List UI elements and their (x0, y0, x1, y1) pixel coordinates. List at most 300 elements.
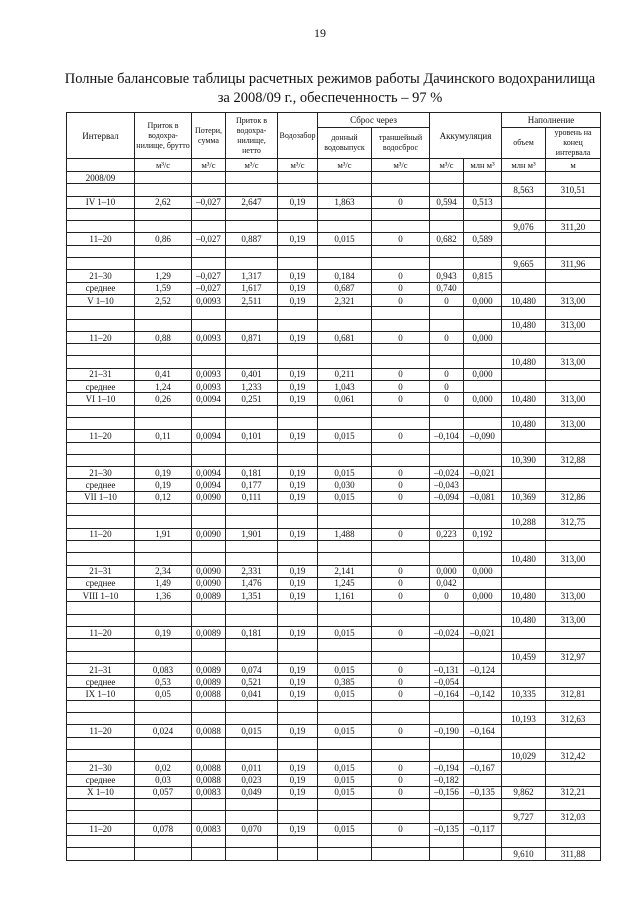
value-cell: 313,00 (546, 294, 601, 306)
value-cell (278, 602, 318, 614)
value-cell (430, 221, 464, 233)
value-cell: –0,054 (430, 676, 464, 688)
value-cell (464, 184, 502, 196)
value-cell: 0 (372, 823, 430, 835)
value-cell: 0,19 (278, 590, 318, 602)
value-cell: 0,184 (318, 270, 372, 282)
value-cell: 0 (372, 270, 430, 282)
value-cell: –0,021 (464, 467, 502, 479)
value-cell (546, 208, 601, 220)
value-cell (464, 221, 502, 233)
value-cell (318, 504, 372, 516)
value-cell (192, 442, 226, 454)
value-cell: –0,164 (464, 725, 502, 737)
value-cell: 0,057 (135, 786, 192, 798)
interval-cell: IX 1–10 (67, 688, 135, 700)
value-cell (135, 836, 192, 848)
interval-cell: VIII 1–10 (67, 590, 135, 602)
value-cell (546, 479, 601, 491)
value-cell (226, 245, 278, 257)
value-cell: 313,00 (546, 590, 601, 602)
value-cell: 0,015 (318, 725, 372, 737)
table-row (67, 676, 601, 688)
interval-cell: 11–20 (67, 331, 135, 343)
table-row (67, 258, 601, 270)
value-cell: 0,0088 (192, 774, 226, 786)
value-cell (278, 307, 318, 319)
value-cell: 1,49 (135, 577, 192, 589)
interval-cell: 11–20 (67, 528, 135, 540)
value-cell: 1,476 (226, 577, 278, 589)
header-level-end: уровень на конец интервала (546, 128, 601, 159)
value-cell: 0 (372, 368, 430, 380)
value-cell: 312,42 (546, 749, 601, 761)
value-cell: 0 (372, 196, 430, 208)
value-cell: 0,015 (318, 688, 372, 700)
value-cell: 0 (372, 491, 430, 503)
value-cell (226, 811, 278, 823)
value-cell (464, 307, 502, 319)
value-cell (278, 245, 318, 257)
value-cell (192, 504, 226, 516)
value-cell (135, 639, 192, 651)
value-cell: 0,023 (226, 774, 278, 786)
value-cell: 0,049 (226, 786, 278, 798)
value-cell: 0,011 (226, 762, 278, 774)
value-cell: 0,0089 (192, 626, 226, 638)
value-cell: 0 (372, 577, 430, 589)
value-cell (430, 245, 464, 257)
table-row (67, 590, 601, 602)
value-cell (226, 442, 278, 454)
header-volume: объем (502, 128, 546, 159)
table-row (67, 282, 601, 294)
value-cell (502, 196, 546, 208)
value-cell (192, 258, 226, 270)
value-cell (278, 405, 318, 417)
value-cell: –0,043 (430, 479, 464, 491)
value-cell: 0,015 (318, 233, 372, 245)
value-cell: 1,24 (135, 381, 192, 393)
value-cell: 0,19 (278, 479, 318, 491)
value-cell: 0,015 (318, 786, 372, 798)
value-cell (372, 221, 430, 233)
value-cell (318, 713, 372, 725)
value-cell (318, 602, 372, 614)
value-cell (430, 504, 464, 516)
value-cell (278, 417, 318, 429)
table-row (67, 725, 601, 737)
value-cell (192, 553, 226, 565)
table-row (67, 614, 601, 626)
value-cell (318, 553, 372, 565)
value-cell (502, 602, 546, 614)
value-cell (192, 405, 226, 417)
value-cell (464, 602, 502, 614)
value-cell: 0,19 (278, 331, 318, 343)
value-cell: 0,19 (278, 688, 318, 700)
table-row (67, 799, 601, 811)
value-cell: 0,101 (226, 430, 278, 442)
value-cell (464, 651, 502, 663)
value-cell: 0,19 (278, 393, 318, 405)
interval-cell: 21–30 (67, 762, 135, 774)
value-cell: –0,104 (430, 430, 464, 442)
value-cell (135, 356, 192, 368)
value-cell: 312,86 (546, 491, 601, 503)
interval-cell (67, 405, 135, 417)
value-cell (546, 700, 601, 712)
value-cell: 0 (372, 467, 430, 479)
table-row (67, 491, 601, 503)
value-cell: –0,124 (464, 663, 502, 675)
interval-cell: 21–30 (67, 467, 135, 479)
value-cell (372, 307, 430, 319)
value-cell (372, 799, 430, 811)
value-cell: 0,0088 (192, 725, 226, 737)
value-cell: 0,682 (430, 233, 464, 245)
value-cell: –0,135 (464, 786, 502, 798)
value-cell (546, 233, 601, 245)
value-cell: 312,97 (546, 651, 601, 663)
value-cell: 0,871 (226, 331, 278, 343)
table-row (67, 700, 601, 712)
value-cell (192, 307, 226, 319)
value-cell: –0,090 (464, 430, 502, 442)
table-row (67, 516, 601, 528)
value-cell: 0 (372, 381, 430, 393)
value-cell: 0,042 (430, 577, 464, 589)
value-cell: –0,027 (192, 282, 226, 294)
value-cell: –0,024 (430, 626, 464, 638)
value-cell (372, 356, 430, 368)
table-row (67, 233, 601, 245)
value-cell: 0 (430, 381, 464, 393)
value-cell: 0,015 (318, 774, 372, 786)
value-cell: 0,513 (464, 196, 502, 208)
value-cell (135, 651, 192, 663)
value-cell (464, 454, 502, 466)
header-spillway: траншейный водосброс (372, 128, 430, 159)
value-cell (278, 811, 318, 823)
table-row (67, 356, 601, 368)
value-cell (135, 344, 192, 356)
value-cell: 0,53 (135, 676, 192, 688)
interval-cell: IV 1–10 (67, 196, 135, 208)
value-cell: 313,00 (546, 553, 601, 565)
value-cell (430, 516, 464, 528)
value-cell (278, 540, 318, 552)
interval-cell: 11–20 (67, 430, 135, 442)
value-cell (318, 749, 372, 761)
value-cell (546, 307, 601, 319)
interval-cell (67, 737, 135, 749)
value-cell (546, 762, 601, 774)
value-cell (430, 713, 464, 725)
value-cell: 0,111 (226, 491, 278, 503)
value-cell: 10,029 (502, 749, 546, 761)
interval-cell: среднее (67, 381, 135, 393)
value-cell: 10,480 (502, 614, 546, 626)
value-cell (502, 270, 546, 282)
value-cell (192, 700, 226, 712)
interval-cell: среднее (67, 774, 135, 786)
value-cell (372, 602, 430, 614)
table-row (67, 319, 601, 331)
value-cell: 0,687 (318, 282, 372, 294)
value-cell (502, 368, 546, 380)
value-cell (546, 368, 601, 380)
value-cell (464, 737, 502, 749)
value-cell (372, 417, 430, 429)
value-cell (502, 836, 546, 848)
value-cell (502, 479, 546, 491)
value-cell (192, 208, 226, 220)
value-cell (502, 405, 546, 417)
value-cell (226, 516, 278, 528)
value-cell (430, 651, 464, 663)
value-cell: 0,19 (278, 663, 318, 675)
value-cell: 0,074 (226, 663, 278, 675)
value-cell: 0,19 (278, 725, 318, 737)
value-cell (464, 774, 502, 786)
value-cell (430, 553, 464, 565)
value-cell (278, 356, 318, 368)
value-cell (318, 540, 372, 552)
value-cell (318, 184, 372, 196)
value-cell (135, 417, 192, 429)
value-cell (464, 713, 502, 725)
value-cell (226, 639, 278, 651)
value-cell (192, 737, 226, 749)
value-cell: 0,887 (226, 233, 278, 245)
value-cell (226, 713, 278, 725)
value-cell: 2,321 (318, 294, 372, 306)
value-cell: 0,19 (278, 381, 318, 393)
value-cell (135, 700, 192, 712)
value-cell (546, 725, 601, 737)
value-cell (192, 417, 226, 429)
value-cell (464, 848, 502, 860)
value-cell (372, 700, 430, 712)
interval-cell (67, 504, 135, 516)
value-cell (135, 245, 192, 257)
value-cell (372, 651, 430, 663)
value-cell (192, 319, 226, 331)
value-cell (430, 749, 464, 761)
value-cell (135, 602, 192, 614)
value-cell: 1,317 (226, 270, 278, 282)
value-cell (430, 700, 464, 712)
interval-cell (67, 700, 135, 712)
value-cell (318, 848, 372, 860)
value-cell (318, 221, 372, 233)
value-cell: 0,19 (135, 626, 192, 638)
value-cell: 312,75 (546, 516, 601, 528)
interval-cell (67, 245, 135, 257)
table-row (67, 737, 601, 749)
value-cell (192, 614, 226, 626)
value-cell (502, 725, 546, 737)
value-cell: 0,0090 (192, 565, 226, 577)
value-cell: 9,610 (502, 848, 546, 860)
table-row (67, 749, 601, 761)
value-cell (318, 208, 372, 220)
value-cell (192, 602, 226, 614)
value-cell (502, 307, 546, 319)
header-inflow-gross: Приток в водохра-нилище, брутто (135, 113, 192, 159)
table-row (67, 184, 601, 196)
value-cell: 2,34 (135, 565, 192, 577)
value-cell: 0,19 (278, 467, 318, 479)
value-cell (430, 405, 464, 417)
value-cell: –0,027 (192, 196, 226, 208)
value-cell: 0,015 (318, 762, 372, 774)
value-cell (372, 639, 430, 651)
value-cell (464, 442, 502, 454)
value-cell (502, 676, 546, 688)
interval-cell (67, 713, 135, 725)
table-row (67, 626, 601, 638)
value-cell: 0,19 (278, 774, 318, 786)
value-cell (430, 344, 464, 356)
value-cell: 0,177 (226, 479, 278, 491)
value-cell (226, 208, 278, 220)
value-cell (430, 614, 464, 626)
value-cell (278, 208, 318, 220)
year-label: 2008/09 (67, 172, 135, 184)
value-cell: 0 (372, 233, 430, 245)
value-cell: 0 (372, 762, 430, 774)
value-cell: –0,131 (430, 663, 464, 675)
value-cell (372, 344, 430, 356)
unit-cell: м³/с (226, 159, 278, 172)
table-row (67, 651, 601, 663)
value-cell (135, 848, 192, 860)
interval-cell (67, 811, 135, 823)
value-cell (278, 344, 318, 356)
value-cell (318, 639, 372, 651)
value-cell (464, 319, 502, 331)
value-cell (546, 836, 601, 848)
value-cell (502, 565, 546, 577)
value-cell: 0,740 (430, 282, 464, 294)
value-cell: 2,647 (226, 196, 278, 208)
value-cell (318, 307, 372, 319)
value-cell (464, 344, 502, 356)
value-cell: 311,96 (546, 258, 601, 270)
value-cell: 0,88 (135, 331, 192, 343)
header-interval: Интервал (67, 113, 135, 159)
value-cell (192, 639, 226, 651)
value-cell: 0 (372, 725, 430, 737)
value-cell: –0,194 (430, 762, 464, 774)
value-cell (192, 799, 226, 811)
interval-cell (67, 221, 135, 233)
value-cell (278, 836, 318, 848)
value-cell (318, 700, 372, 712)
value-cell: –0,156 (430, 786, 464, 798)
value-cell: 0,030 (318, 479, 372, 491)
table-row (67, 381, 601, 393)
value-cell: 0 (430, 590, 464, 602)
value-cell (372, 614, 430, 626)
header-inflow-net: Приток в водохра-нилище, нетто (226, 113, 278, 159)
value-cell: 0 (372, 282, 430, 294)
value-cell (372, 245, 430, 257)
value-cell: 312,03 (546, 811, 601, 823)
value-cell (464, 245, 502, 257)
value-cell (135, 307, 192, 319)
value-cell: 313,00 (546, 417, 601, 429)
value-cell: 0,024 (135, 725, 192, 737)
value-cell: 0,19 (278, 577, 318, 589)
value-cell (546, 270, 601, 282)
value-cell (502, 233, 546, 245)
interval-cell (67, 848, 135, 860)
value-cell (318, 245, 372, 257)
unit-cell: м³/с (430, 159, 464, 172)
value-cell (546, 737, 601, 749)
value-cell: 0,0090 (192, 528, 226, 540)
value-cell: 312,88 (546, 454, 601, 466)
value-cell: –0,135 (430, 823, 464, 835)
interval-cell: V 1–10 (67, 294, 135, 306)
value-cell: 0 (372, 590, 430, 602)
value-cell (278, 651, 318, 663)
value-cell (318, 836, 372, 848)
value-cell (502, 381, 546, 393)
value-cell (372, 713, 430, 725)
value-cell: 0,0093 (192, 368, 226, 380)
value-cell: –0,117 (464, 823, 502, 835)
value-cell: 1,488 (318, 528, 372, 540)
value-cell: 0 (372, 786, 430, 798)
value-cell: 0,86 (135, 233, 192, 245)
interval-cell (67, 540, 135, 552)
value-cell (546, 540, 601, 552)
table-row (67, 774, 601, 786)
balance-table (66, 112, 601, 861)
value-cell: 10,480 (502, 294, 546, 306)
value-cell (502, 823, 546, 835)
value-cell (226, 221, 278, 233)
value-cell (502, 282, 546, 294)
interval-cell (67, 799, 135, 811)
unit-cell: м³/с (318, 159, 372, 172)
value-cell (278, 184, 318, 196)
value-cell: 0,0090 (192, 577, 226, 589)
value-cell (430, 258, 464, 270)
interval-cell: 11–20 (67, 626, 135, 638)
value-cell: 0,05 (135, 688, 192, 700)
interval-cell (67, 454, 135, 466)
value-cell: 313,00 (546, 393, 601, 405)
page-title: Полные балансовые таблицы расчетных режимов работы Дачинского водохранилища за 2008/09 г., обеспеченность – 97 % (64, 71, 596, 106)
value-cell (226, 344, 278, 356)
value-cell: 0,19 (278, 762, 318, 774)
value-cell: 0,083 (135, 663, 192, 675)
value-cell: 0,41 (135, 368, 192, 380)
value-cell (464, 799, 502, 811)
value-cell (278, 319, 318, 331)
value-cell: 10,288 (502, 516, 546, 528)
value-cell (278, 553, 318, 565)
value-cell: 1,29 (135, 270, 192, 282)
value-cell (546, 799, 601, 811)
value-cell (278, 749, 318, 761)
table-row (67, 528, 601, 540)
